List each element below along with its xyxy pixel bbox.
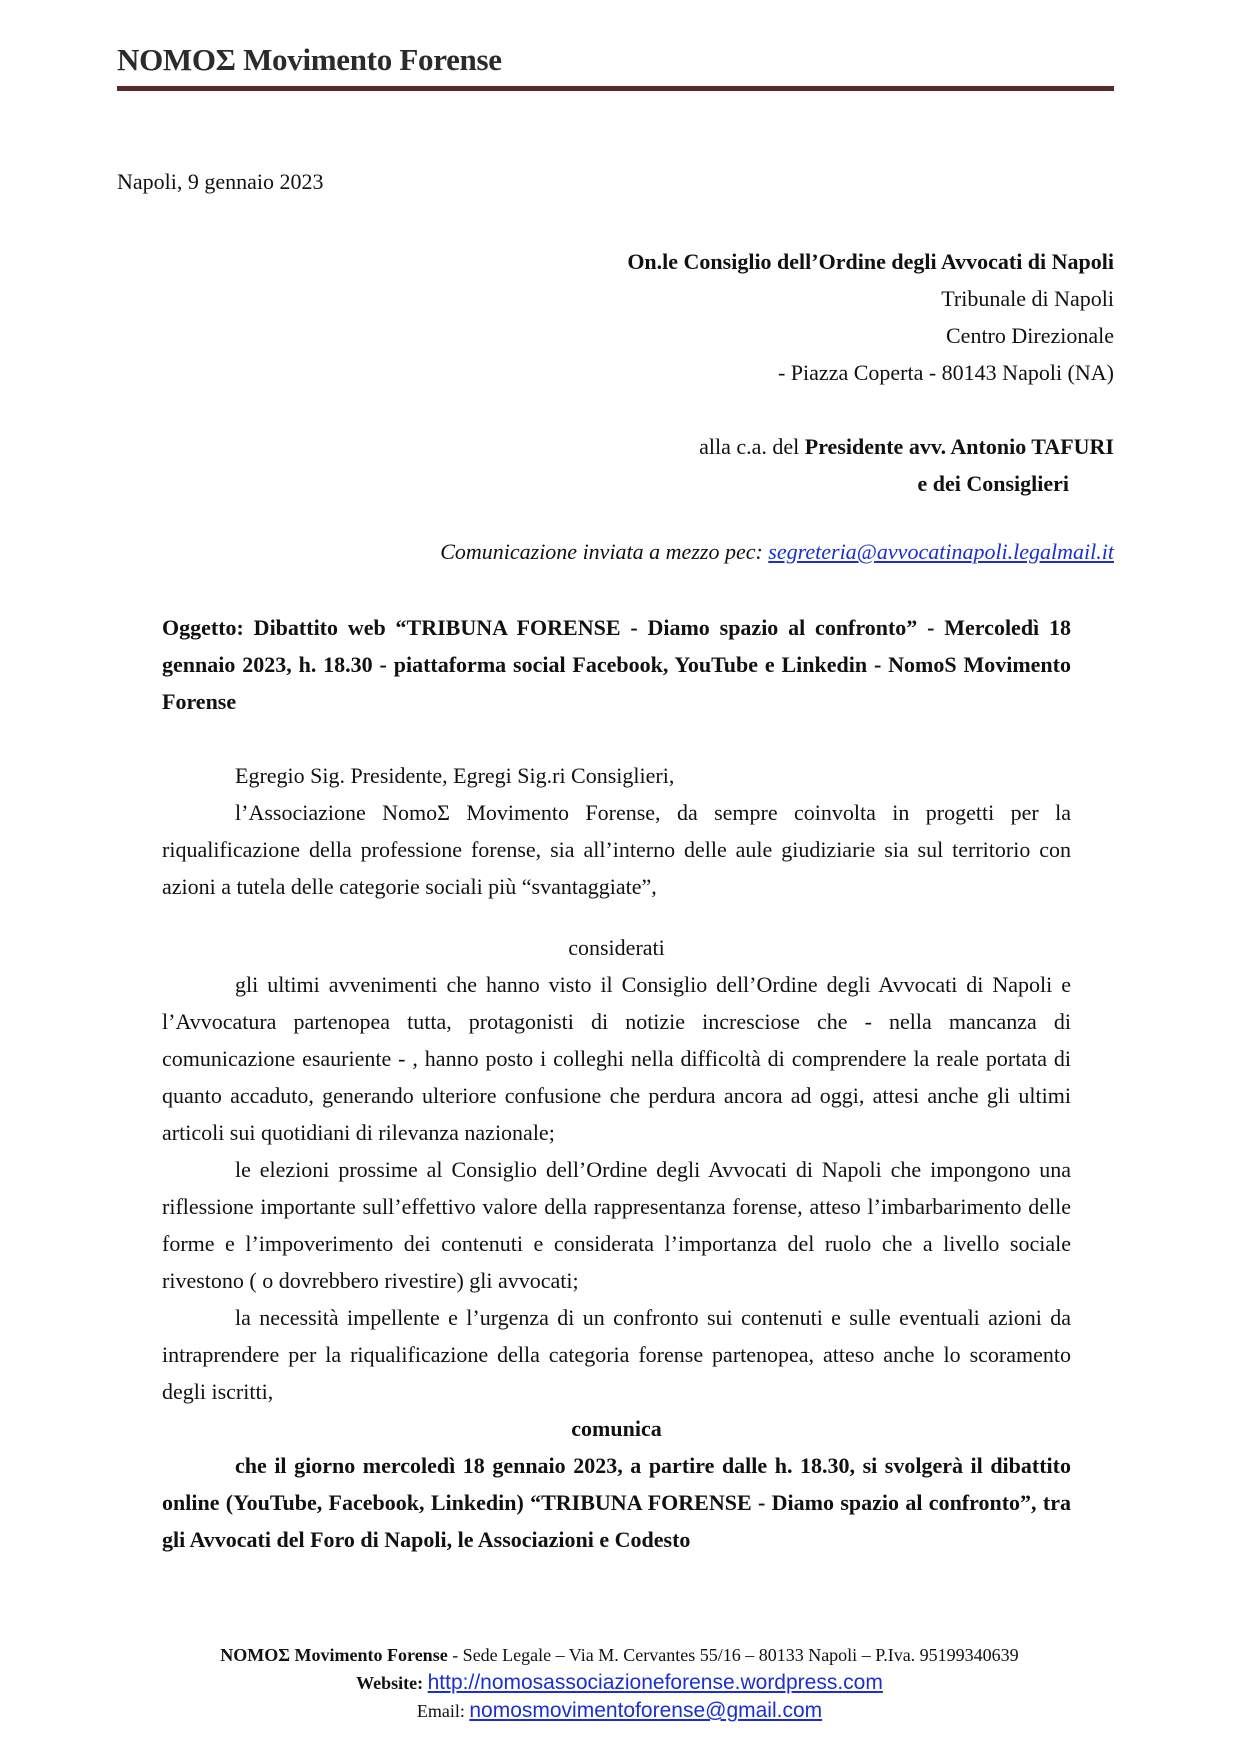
considerati-item: la necessità impellente e l’urgenza di un confronto sui contenuti e sulle eventuali azioni da intraprendere per la riqualificazione della categoria forense partenopea, atteso anche lo scoramento degli iscritti,	[162, 1305, 1071, 1404]
comunica-heading: comunica	[571, 1416, 662, 1441]
footer-email-line	[0, 1697, 1239, 1725]
pec-label: Comunicazione inviata a mezzo pec:	[440, 539, 769, 564]
attention-line-2: e dei Consiglieri	[917, 471, 1069, 496]
greeting: Egregio Sig. Presidente, Egregi Sig.ri Consiglieri,	[235, 763, 675, 788]
letterhead-rule	[117, 86, 1114, 91]
footer-address-line	[0, 1641, 1239, 1669]
footer-website-link[interactable]: http://nomosassociazioneforense.wordpress.com	[427, 1671, 883, 1694]
footer-email-label: Email:	[416, 1701, 470, 1721]
recipient-line-1: Tribunale di Napoli	[941, 286, 1114, 311]
footer-address: - Sede Legale – Via M. Cervantes 55/16 – 80133 Napoli – P.Iva. 95199340639	[447, 1645, 1019, 1665]
place-date: Napoli, 9 gennaio 2023	[117, 169, 324, 194]
footer-org: ΝΟΜΟΣ Movimento Forense	[220, 1645, 448, 1665]
footer-email-link[interactable]: nomosmovimentoforense@gmail.com	[469, 1699, 823, 1722]
recipient-block	[627, 243, 1114, 391]
letterhead-title: ΝΟΜΟΣ Movimento Forense	[117, 42, 502, 77]
intro-paragraph: l’Associazione NomoΣ Movimento Forense, da sempre coinvolta in progetti per la riqualificazione della professione forense, sia all’interno delle aule giudiziarie sia sul territorio con azioni a tutela delle categorie sociali più “svantaggiate”,	[162, 800, 1071, 899]
attention-block	[699, 428, 1114, 502]
considerati-item: le elezioni prossime al Consiglio dell’Ordine degli Avvocati di Napoli che impongono una riflessione importante sull’effettivo valore della rappresentanza forense, atteso l’imbarbarimento delle forme e l’impoverimento dei contenuti e considerata l’importanza del ruolo che a livello sociale rivestono ( o dovrebbero rivestire) gli avvocati;	[162, 1157, 1071, 1293]
considerati-heading: considerati	[568, 935, 665, 960]
footer-website-line	[0, 1669, 1239, 1697]
attention-name: Presidente avv. Antonio TAFURI	[804, 434, 1114, 459]
subject: Oggetto: Dibattito web “TRIBUNA FORENSE - Diamo spazio al confronto” - Mercoledì 18 gennaio 2023, h. 18.30 - piattaforma social Facebook, YouTube e Linkedin - NomoS Movimento Forense	[162, 615, 1071, 714]
letter-body	[162, 757, 1071, 1558]
attention-prefix: alla c.a. del	[699, 434, 805, 459]
attention-line-1	[699, 428, 1114, 465]
footer-website-label: Website:	[356, 1673, 428, 1693]
pec-notice	[440, 539, 1114, 565]
pec-email-link[interactable]: segreteria@avvocatinapoli.legalmail.it	[768, 539, 1114, 564]
recipient-name: On.le Consiglio dell’Ordine degli Avvocati di Napoli	[627, 249, 1114, 274]
recipient-line-3: - Piazza Coperta - 80143 Napoli (NA)	[777, 360, 1114, 385]
footer	[0, 1641, 1239, 1725]
recipient-line-2: Centro Direzionale	[946, 323, 1114, 348]
comunica-paragraph: che il giorno mercoledì 18 gennaio 2023, a partire dalle h. 18.30, si svolgerà il dibattito online (YouTube, Facebook, Linkedin) “TRIBUNA FORENSE - Diamo spazio al confronto”, tra gli Avvocati del Foro di Napoli, le Associazioni e Codesto	[162, 1453, 1071, 1552]
considerati-item: gli ultimi avvenimenti che hanno visto il Consiglio dell’Ordine degli Avvocati di Napoli e l’Avvocatura partenopea tutta, protagonisti di notizie incresciose che - nella mancanza di comunicazione esauriente - , hanno posto i colleghi nella difficoltà di comprendere la reale portata di quanto accaduto, generando ulteriore confusione che perdura ancora ad oggi, attesi anche gli ultimi articoli sui quotidiani di rilevanza nazionale;	[162, 972, 1071, 1145]
